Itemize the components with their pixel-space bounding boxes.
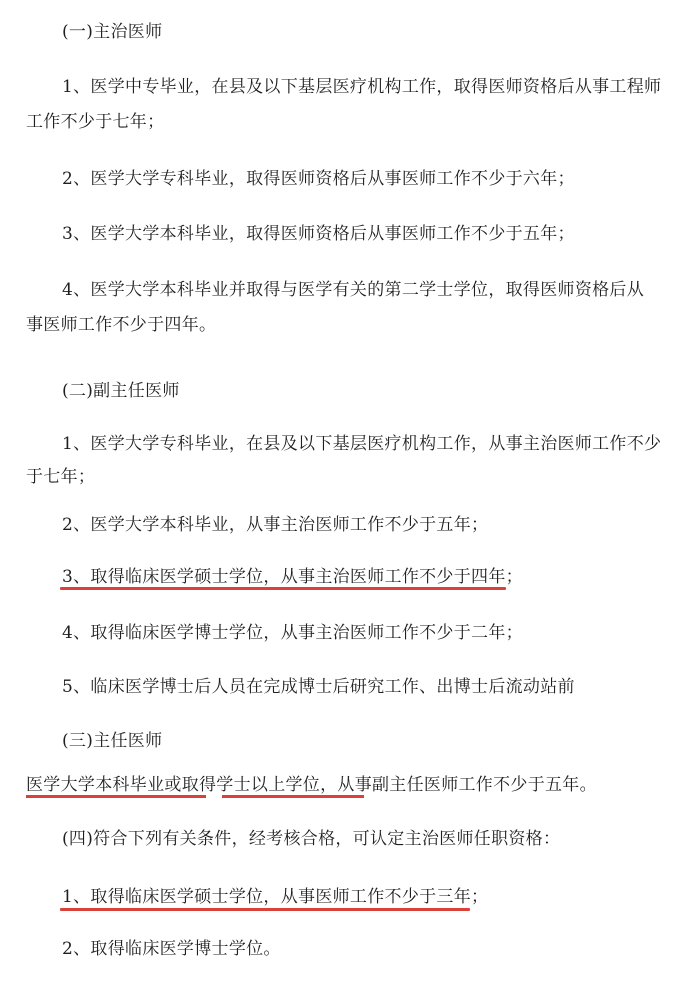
section-2-item-3: 3、取得临床医学硕士学位，从事主治医师工作不少于四年；: [62, 567, 523, 587]
section-1-heading: (一)主治医师: [62, 22, 163, 42]
section-1-item-4-line-2: 事医师工作不少于四年。: [26, 315, 217, 335]
section-1-item-1-line-1: 1、医学中专毕业，在县及以下基层医疗机构工作，取得医师资格后从事工程师: [62, 77, 662, 97]
red-underline: [222, 795, 364, 798]
section-4-heading: (四)符合下列有关条件，经考核合格，可认定主治医师任职资格：: [62, 829, 561, 849]
section-4-item-2: 2、取得临床医学博士学位。: [62, 939, 281, 959]
section-1-item-4-line-1: 4、医学大学本科毕业并取得与医学有关的第二学士学位，取得医师资格后从: [62, 280, 645, 300]
section-2-item-4: 4、取得临床医学博士学位，从事主治医师工作不少于二年；: [62, 623, 523, 643]
section-2-item-5: 5、临床医学博士后人员在完成博士后研究工作、出博士后流动站前: [62, 677, 575, 697]
section-4-item-1: 1、取得临床医学硕士学位，从事医师工作不少于三年；: [62, 887, 489, 907]
section-2-item-1-line-2: 于七年；: [26, 467, 96, 487]
red-underline: [60, 587, 506, 590]
section-1-item-2: 2、医学大学专科毕业，取得医师资格后从事医师工作不少于六年；: [62, 169, 575, 189]
section-1-item-1-line-2: 工作不少于七年；: [26, 112, 165, 132]
section-3-item-1: 医学大学本科毕业或取得学士以上学位，从事副主任医师工作不少于五年。: [26, 775, 597, 795]
section-1-item-3: 3、医学大学本科毕业，取得医师资格后从事医师工作不少于五年；: [62, 224, 575, 244]
section-2-item-2: 2、医学大学本科毕业，从事主治医师工作不少于五年；: [62, 515, 489, 535]
red-underline: [26, 795, 206, 798]
section-2-item-1-line-1: 1、医学大学专科毕业，在县及以下基层医疗机构工作，从事主治医师工作不少: [62, 434, 662, 454]
section-2-heading: (二)副主任医师: [62, 381, 180, 401]
section-3-heading: (三)主任医师: [62, 731, 163, 751]
red-underline: [60, 908, 470, 911]
